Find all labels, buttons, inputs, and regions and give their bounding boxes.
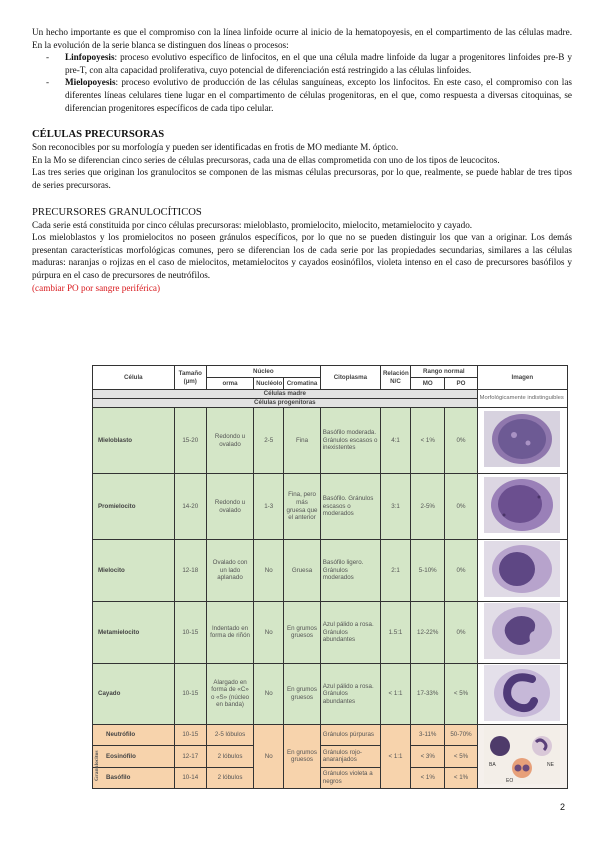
cell-mo: < 3% (411, 746, 445, 767)
table-row (93, 663, 568, 725)
col-celula: Célula (93, 366, 175, 390)
col-po: PO (445, 378, 477, 390)
cell-po: 0% (445, 602, 477, 664)
cell-mo: 2-5% (411, 474, 445, 540)
paragraph: En la Mo se diferencian cinco series de células precursoras, cada una de ellas comprometida con uno de los tipos de leucocitos. (32, 154, 500, 165)
document-body (32, 26, 572, 294)
label-ne: NE (547, 762, 555, 769)
cell-mo: < 1% (411, 408, 445, 474)
granulocitos-image (484, 726, 560, 784)
paragraph: Son reconocibles por su morfología y pueden ser identificadas en frotis de MO mediante M. óptico. (32, 142, 399, 153)
cell-mo: 5-10% (411, 540, 445, 602)
cell-po: 0% (445, 408, 477, 474)
precursor-table (92, 365, 568, 789)
cell-nucleolo: 1-3 (254, 474, 284, 540)
cell-citoplasma: Gránulos púrpuras (320, 725, 380, 746)
cell-forma: 2 lóbulos (206, 767, 253, 788)
cell-size: 10-15 (174, 602, 206, 664)
cell-size: 10-15 (174, 663, 206, 725)
col-tamano: Tamaño (µm) (174, 366, 206, 390)
table-row (93, 602, 568, 664)
cell-name: Mieloblasto (93, 408, 175, 474)
term-mielopoyesis: Mielopoyesis (65, 77, 116, 88)
cell-forma: Redondo u ovalado (206, 408, 253, 474)
col-relacion: Relación N/C (380, 366, 410, 390)
paragraph: Las tres series que originan los granulocitos se componen de las mismas células precursoras, por lo que, realmente, se puede hablar de tres tipos de series precursoras. (32, 167, 572, 190)
col-forma: orma (206, 378, 253, 390)
cell-name: Mielocito (93, 540, 175, 602)
cell-name: Cayado (93, 663, 175, 725)
term-text: : proceso evolutivo específico de linfocitos, en el que una célula madre linfoide da lugar a progenitores linfoides pre-B y pre-T, con alta capacidad proliferativa, cuyo potencial de diferenciación está restringido a las células linfoides. (65, 52, 572, 75)
cell-nc: < 1:1 (380, 725, 410, 789)
cell-nucleolo: 2-5 (254, 408, 284, 474)
col-nucleolo: Nucléolo (254, 378, 284, 390)
cell-image (477, 474, 567, 540)
cell-po: < 5% (445, 746, 477, 767)
cell-nucleolo: No (254, 725, 284, 789)
cell-citoplasma: Gránulos rojo-anaranjados (320, 746, 380, 767)
cell-size: 10-14 (174, 767, 206, 788)
cell-size: 12-18 (174, 540, 206, 602)
cell-image (477, 725, 567, 789)
cell-nucleolo: No (254, 540, 284, 602)
cell-forma: Ovalado con un lado aplanado (206, 540, 253, 602)
cell-cromatina: En grumos gruesos (284, 602, 321, 664)
cell-forma: Indentado en forma de riñón (206, 602, 253, 664)
list-item (32, 51, 572, 76)
section-heading-granulociticos: PRECURSORES GRANULOCÍTICOS (32, 206, 202, 218)
col-cromatina: Cromatina (284, 378, 321, 390)
cell-nc: 1.5:1 (380, 602, 410, 664)
col-imagen: Imagen (477, 366, 567, 390)
list-item (32, 76, 572, 114)
precursor-table-wrapper (92, 365, 568, 789)
cell-mo: 17-33% (411, 663, 445, 725)
page-number: 2 (560, 802, 566, 812)
cell-mo: < 1% (411, 767, 445, 788)
band-celulas-madre: Células madre (93, 390, 478, 399)
dash-marker: - (46, 77, 50, 88)
metamielocito-image (484, 603, 560, 659)
promielocito-image (484, 477, 560, 533)
cell-image (477, 602, 567, 664)
cell-mo: 3-11% (411, 725, 445, 746)
table-row (93, 408, 568, 474)
paragraph: Cada serie está constituida por cinco células precursoras: mieloblasto, promielocito, mielocito, metamielocito y cayado. (32, 219, 473, 230)
process-list (32, 51, 572, 114)
cell-cromatina: En grumos gruesos (284, 663, 321, 725)
cell-cromatina: Fina, pero más gruesa que el anterior (284, 474, 321, 540)
cell-image (477, 540, 567, 602)
col-rango: Rango normal (411, 366, 478, 378)
gran-name: Neutrófilo (106, 731, 136, 739)
cell-citoplasma: Basófilo. Gránulos escasos o moderados (320, 474, 380, 540)
paragraph: Los mieloblastos y los promielocitos no poseen gránulos específicos, por lo que no se pueden distinguir los que van a originar. Los demás presentan características morfológicas comunes, pero se diferencian los de cada serie por las propiedades secundarias, similares a las células maduras: naranjas o rojizas en el caso de mielocitos, metamielocitos y cayados eosinófilos, violeta intenso en el caso de precursores basófilos y púrpura en el caso de precursores de neutrófilos. (32, 232, 572, 280)
table-row (93, 725, 568, 746)
label-ba: BA (489, 762, 496, 769)
cell-po: 0% (445, 474, 477, 540)
granulocitos-side-label: Granulocitos (94, 750, 100, 781)
cell-forma: 2 lóbulos (206, 746, 253, 767)
term-text: : proceso evolutivo de producción de las células sanguíneas, excepto los linfocitos. En este caso, el compromiso con las diferentes líneas celulares tiene lugar en el compartimento de células progenitoras, en el que, como respuesta a diversas citoquinas, se diferencian progenitores específicos de cada tipo celular. (65, 77, 572, 113)
cell-image (477, 663, 567, 725)
cell-mo: 12-22% (411, 602, 445, 664)
cell-citoplasma: Basófilo ligero. Gránulos moderados (320, 540, 380, 602)
cell-cromatina: Gruesa (284, 540, 321, 602)
col-mo: MO (411, 378, 445, 390)
cell-citoplasma: Gránulos violeta a negros (320, 767, 380, 788)
cell-image (477, 408, 567, 474)
cell-nc: 3:1 (380, 474, 410, 540)
cayado-image (484, 665, 560, 721)
image-note: Morfológicamente indistinguibles (477, 390, 567, 408)
cell-po: < 5% (445, 663, 477, 725)
cell-po: < 1% (445, 767, 477, 788)
edit-note: (cambiar PO por sangre periférica) (32, 282, 161, 293)
header-row (93, 366, 568, 378)
cell-cromatina: Fina (284, 408, 321, 474)
col-citoplasma: Citoplasma (320, 366, 380, 390)
cell-citoplasma: Basófilo moderada. Gránulos escasos o inexistentes (320, 408, 380, 474)
table-row (93, 540, 568, 602)
cell-citoplasma: Azul pálido a rosa. Gránulos abundantes (320, 602, 380, 664)
band-row (93, 390, 568, 399)
cell-po: 0% (445, 540, 477, 602)
cell-nc: < 1:1 (380, 663, 410, 725)
dash-marker: - (46, 52, 50, 63)
cell-name: Metamielocito (93, 602, 175, 664)
col-nucleo: Núcleo (206, 366, 320, 378)
cell-nucleolo: No (254, 602, 284, 664)
table-row (93, 474, 568, 540)
cell-nucleolo: No (254, 663, 284, 725)
cell-size: 10-15 (174, 725, 206, 746)
cell-forma: Redondo u ovalado (206, 474, 253, 540)
cell-name: Eosinófilo (93, 746, 175, 767)
mieloblasto-image (484, 411, 560, 467)
mielocito-image (484, 541, 560, 597)
cell-forma: Alargado en forma de «C» o «S» (núcleo en banda) (206, 663, 253, 725)
cell-nc: 4:1 (380, 408, 410, 474)
term-linfopoyesis: Linfopoyesis (65, 52, 115, 63)
cell-size: 15-20 (174, 408, 206, 474)
section-heading-precursoras: CÉLULAS PRECURSORAS (32, 129, 165, 141)
label-eo: EO (506, 778, 514, 785)
intro-paragraph: Un hecho importante es que el compromiso con la línea linfoide ocurre al inicio de la hematopoyesis, en el compartimento de las células madre. En la evolución de la serie blanca se distinguen dos líneas o procesos: (32, 27, 572, 50)
cell-name: Promielocito (93, 474, 175, 540)
cell-po: 50-70% (445, 725, 477, 746)
cell-citoplasma: Azul pálido a rosa. Gránulos abundantes (320, 663, 380, 725)
cell-name: Basófilo (93, 767, 175, 788)
cell-forma: 2-5 lóbulos (206, 725, 253, 746)
cell-name (93, 725, 175, 746)
cell-size: 12-17 (174, 746, 206, 767)
cell-size: 14-20 (174, 474, 206, 540)
band-celulas-progenitoras: Células progenitoras (93, 399, 478, 408)
cell-nc: 2:1 (380, 540, 410, 602)
cell-cromatina: En grumos gruesos (284, 725, 321, 789)
